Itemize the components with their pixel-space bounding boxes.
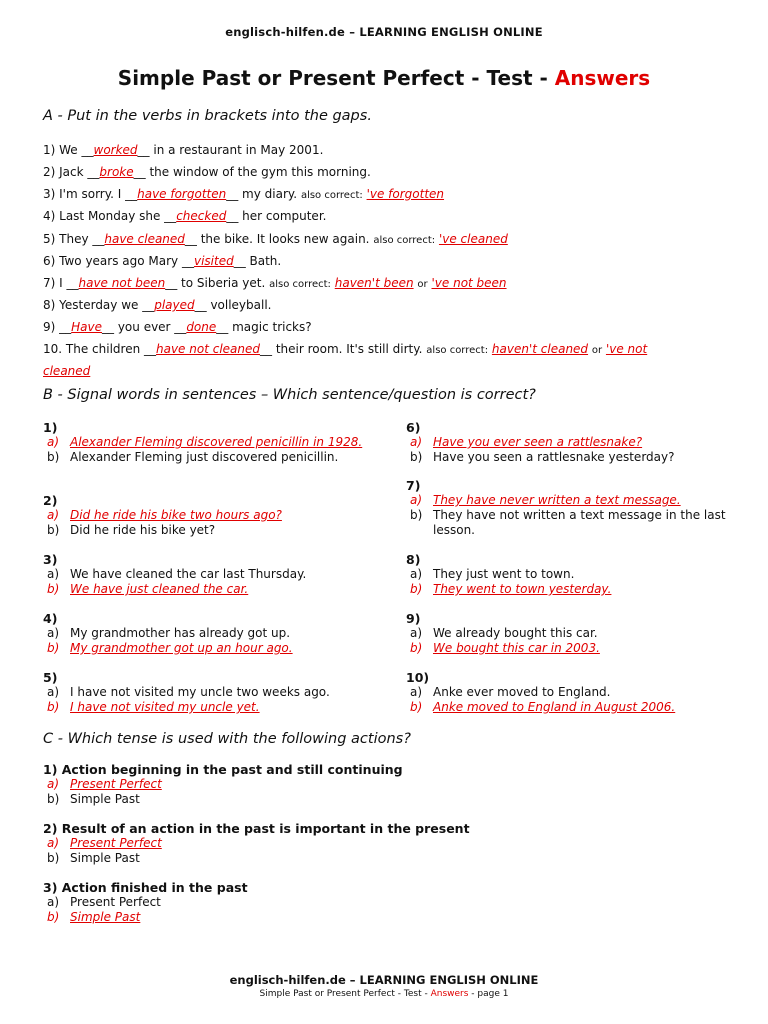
option-text: Have you seen a rattlesnake yesterday? bbox=[433, 450, 675, 464]
section-b-question-3 bbox=[43, 552, 373, 597]
option-text: My grandmother got up an hour ago. bbox=[70, 641, 293, 655]
option-letter: a) bbox=[410, 685, 423, 699]
option-a bbox=[406, 626, 726, 641]
option-a bbox=[43, 567, 373, 582]
section-c-question-1 bbox=[43, 762, 643, 807]
option-b-correct bbox=[406, 641, 726, 656]
section-c-question-3 bbox=[43, 880, 643, 925]
option-b-correct bbox=[43, 641, 373, 656]
page-title bbox=[0, 66, 768, 90]
title-main: Simple Past or Present Perfect - Test - bbox=[117, 66, 555, 90]
option-letter: b) bbox=[410, 450, 423, 464]
option-a bbox=[43, 626, 373, 641]
question-number: 8) bbox=[406, 552, 421, 567]
option-text: Simple Past bbox=[70, 910, 141, 924]
option-text: Did he ride his bike two hours ago? bbox=[70, 508, 282, 522]
option-text: Alexander Fleming discovered penicillin in 1928. bbox=[70, 435, 363, 449]
question-text: 1) Action beginning in the past and still continuing bbox=[43, 762, 403, 777]
option-letter: a) bbox=[410, 626, 423, 640]
section-a-item-9: 9) __Have__ you ever __done__ magic tricks? bbox=[43, 320, 312, 334]
option-letter: b) bbox=[47, 450, 60, 464]
option-b-correct bbox=[43, 910, 643, 925]
section-a-item-5: 5) They __have cleaned__ the bike. It looks new again. also correct: 've cleaned bbox=[43, 232, 508, 246]
option-letter: b) bbox=[47, 582, 60, 596]
section-b-question-4 bbox=[43, 611, 373, 656]
section-a-item-10: 10. The children __have not cleaned__ their room. It's still dirty. also correct: haven't cleaned or 've not bbox=[43, 342, 648, 356]
option-text: Have you ever seen a rattlesnake? bbox=[433, 435, 643, 449]
option-letter: b) bbox=[410, 508, 423, 522]
option-text: Did he ride his bike yet? bbox=[70, 523, 216, 537]
question-number: 7) bbox=[406, 478, 421, 493]
option-text: We have cleaned the car last Thursday. bbox=[70, 567, 307, 581]
option-b-correct bbox=[43, 582, 373, 597]
question-number: 3) bbox=[43, 552, 58, 567]
question-number: 9) bbox=[406, 611, 421, 626]
option-b bbox=[43, 450, 373, 465]
question-number: 10) bbox=[406, 670, 430, 685]
section-b-question-2 bbox=[43, 493, 373, 538]
option-text: Present Perfect bbox=[70, 895, 161, 909]
option-letter: a) bbox=[47, 435, 60, 449]
option-text: They have never written a text message. bbox=[433, 493, 681, 507]
option-b-correct bbox=[43, 700, 373, 715]
option-letter: b) bbox=[47, 641, 60, 655]
option-text: I have not visited my uncle two weeks ago. bbox=[70, 685, 330, 699]
option-letter: b) bbox=[47, 700, 60, 714]
question-number: 6) bbox=[406, 420, 421, 435]
option-text: My grandmother has already got up. bbox=[70, 626, 291, 640]
footer-page-info: Simple Past or Present Perfect - Test - Answers - page 1 bbox=[259, 989, 509, 999]
section-b-question-7 bbox=[406, 478, 726, 538]
option-a-correct bbox=[43, 508, 373, 523]
option-letter: a) bbox=[47, 626, 60, 640]
option-a-correct bbox=[406, 493, 726, 508]
option-text: They have not written a text message in the last lesson. bbox=[433, 508, 726, 537]
option-a bbox=[43, 685, 373, 700]
option-letter: a) bbox=[47, 508, 60, 522]
section-b-question-10 bbox=[406, 670, 726, 715]
option-text: We bought this car in 2003. bbox=[433, 641, 600, 655]
option-letter: b) bbox=[410, 700, 423, 714]
option-a-correct bbox=[43, 777, 643, 792]
option-text: Present Perfect bbox=[70, 836, 162, 850]
site-header: englisch-hilfen.de – LEARNING ENGLISH ONLINE bbox=[225, 25, 543, 39]
option-b bbox=[406, 450, 726, 465]
section-a-item-7: 7) I __have not been__ to Siberia yet. also correct: haven't been or 've not been bbox=[43, 276, 507, 290]
option-text: We already bought this car. bbox=[433, 626, 598, 640]
option-letter: a) bbox=[410, 567, 423, 581]
option-a bbox=[43, 895, 643, 910]
section-b-question-5 bbox=[43, 670, 373, 715]
option-text: Alexander Fleming just discovered penicillin. bbox=[70, 450, 339, 464]
option-a bbox=[406, 685, 726, 700]
option-letter: b) bbox=[47, 792, 60, 806]
question-text: 3) Action finished in the past bbox=[43, 880, 248, 895]
option-text: Anke ever moved to England. bbox=[433, 685, 611, 699]
option-a-correct bbox=[43, 435, 373, 450]
option-text: I have not visited my uncle yet. bbox=[70, 700, 260, 714]
option-text: They went to town yesterday. bbox=[433, 582, 612, 596]
question-text: 2) Result of an action in the past is important in the present bbox=[43, 821, 470, 836]
section-b-question-6 bbox=[406, 420, 726, 465]
option-letter: b) bbox=[410, 582, 423, 596]
option-b-correct bbox=[406, 700, 726, 715]
option-letter: b) bbox=[47, 851, 60, 865]
option-letter: a) bbox=[47, 567, 60, 581]
section-b-question-1 bbox=[43, 420, 373, 465]
option-b-correct bbox=[406, 582, 726, 597]
option-text: Simple Past bbox=[70, 851, 140, 865]
option-b bbox=[43, 523, 373, 538]
option-a-correct bbox=[406, 435, 726, 450]
section-a-item-1: 1) We __worked__ in a restaurant in May 2001. bbox=[43, 143, 324, 157]
option-letter: b) bbox=[47, 910, 60, 924]
option-letter: a) bbox=[410, 493, 423, 507]
option-text: We have just cleaned the car. bbox=[70, 582, 249, 596]
section-a-heading: A - Put in the verbs in brackets into the gaps. bbox=[43, 108, 372, 124]
question-number: 5) bbox=[43, 670, 58, 685]
option-letter: a) bbox=[47, 895, 60, 909]
title-answers: Answers bbox=[554, 66, 651, 90]
section-c-question-2 bbox=[43, 821, 643, 866]
option-b bbox=[406, 508, 726, 538]
footer-site: englisch-hilfen.de – LEARNING ENGLISH ONLINE bbox=[229, 973, 539, 987]
option-text: They just went to town. bbox=[433, 567, 575, 581]
section-a-item-10-cont: cleaned bbox=[43, 364, 91, 378]
option-a bbox=[406, 567, 726, 582]
question-number: 2) bbox=[43, 493, 58, 508]
option-text: Present Perfect bbox=[70, 777, 162, 791]
option-text: Simple Past bbox=[70, 792, 140, 806]
option-a-correct bbox=[43, 836, 643, 851]
option-letter: b) bbox=[410, 641, 423, 655]
section-a-item-6: 6) Two years ago Mary __visited__ Bath. bbox=[43, 254, 282, 268]
option-letter: a) bbox=[47, 685, 60, 699]
option-letter: b) bbox=[47, 523, 60, 537]
option-b bbox=[43, 851, 643, 866]
question-number: 4) bbox=[43, 611, 58, 626]
section-a-item-3: 3) I'm sorry. I __have forgotten__ my diary. also correct: 've forgotten bbox=[43, 187, 445, 201]
section-b-heading: B - Signal words in sentences – Which sentence/question is correct? bbox=[43, 387, 536, 403]
section-b-question-9 bbox=[406, 611, 726, 656]
option-letter: a) bbox=[47, 836, 60, 850]
section-b-question-8 bbox=[406, 552, 726, 597]
option-letter: a) bbox=[410, 435, 423, 449]
option-b bbox=[43, 792, 643, 807]
section-a-item-8: 8) Yesterday we __played__ volleyball. bbox=[43, 298, 272, 312]
option-text: Anke moved to England in August 2006. bbox=[433, 700, 676, 714]
section-a-item-2: 2) Jack __broke__ the window of the gym this morning. bbox=[43, 165, 371, 179]
section-c-heading: C - Which tense is used with the following actions? bbox=[43, 731, 411, 747]
option-letter: a) bbox=[47, 777, 60, 791]
question-number: 1) bbox=[43, 420, 58, 435]
section-a-item-4: 4) Last Monday she __checked__ her computer. bbox=[43, 209, 327, 223]
